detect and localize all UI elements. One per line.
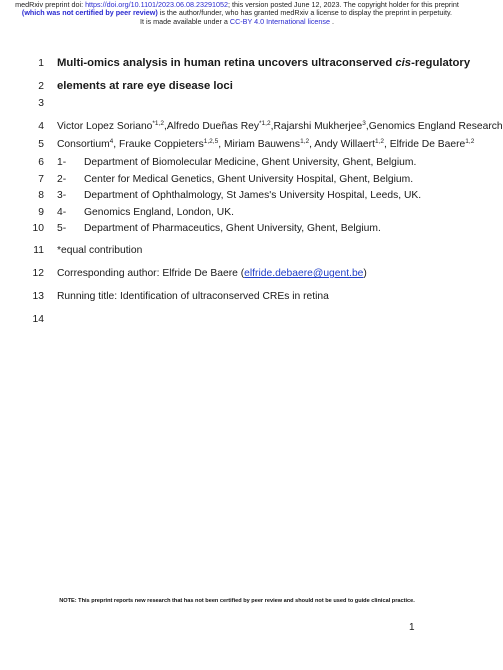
author: Rajarshi Mukherjee$^3$, <box>273 120 369 132</box>
corresponding-prefix: Corresponding author: Elfride De Baere ( <box>57 268 245 279</box>
affiliation-text: Department of Pharmaceutics, Ghent University, Ghent, Belgium. <box>84 223 381 234</box>
equal-contribution-note: *equal contribution <box>57 245 143 256</box>
title-text-end: -regulatory <box>411 57 471 69</box>
author-name: Victor Lopez Soriano <box>57 121 153 132</box>
author-affiliation-sup: 3 <box>362 120 366 127</box>
line-number: 11 <box>33 245 44 256</box>
affiliation <box>57 157 416 168</box>
author: Victor Lopez Soriano$^{*1,2}$, <box>57 120 167 132</box>
author-affiliation-sup: 1,2 <box>300 138 310 145</box>
paper-title-line-1 <box>57 57 470 69</box>
author: Consortium$^4$, <box>57 138 117 150</box>
affiliation-text: Department of Biomolecular Medicine, Ghent University, Ghent, Belgium. <box>84 157 417 168</box>
line-number: 13 <box>32 291 44 302</box>
line-number: 8 <box>38 190 44 201</box>
corresponding-author <box>57 268 367 279</box>
page-number: 1 <box>409 622 415 633</box>
running-title: Running title: Identification of ultraconserved CREs in retina <box>57 291 329 302</box>
line-number: 2 <box>38 81 44 92</box>
footer-note: NOTE: This preprint reports new research that has not been certified by peer review and should not be used to guide clinical practice. <box>59 598 415 604</box>
line-number: 10 <box>32 223 44 234</box>
author-name: Andy Willaert <box>314 139 375 150</box>
header-line-3 <box>0 18 474 26</box>
header-line-2-rest: is the author/funder, who has granted medRxiv a license to display the preprint in perpetuity. <box>157 8 453 18</box>
author: Frauke Coppieters$^{1,2,5}$, <box>119 138 222 150</box>
affiliation-text: Genomics England, London, UK. <box>84 207 234 218</box>
author: Andy Willaert$^{1,2}$, <box>314 138 387 150</box>
email-link[interactable]: elfride.debaere@ugent.be <box>244 268 364 279</box>
line-number: 6 <box>38 157 44 168</box>
peer-review-notice: (which was not certified by peer review) <box>21 8 158 18</box>
affiliation-text: Department of Ophthalmology, St James's University Hospital, Leeds, UK. <box>84 190 422 201</box>
affiliation <box>57 223 381 234</box>
line-number: 3 <box>38 98 44 109</box>
author: Genomics England Research <box>368 121 503 132</box>
line-number: 1 <box>38 58 44 69</box>
author: Alfredo Dueñas Rey$^{*1,2}$, <box>166 120 274 132</box>
author-affiliation-sup: 1,2 <box>374 138 384 145</box>
author-name: Consortium <box>57 139 110 150</box>
author-affiliation-sup: 4 <box>109 138 114 145</box>
author <box>390 139 475 150</box>
header-line-3-prefix: It is made available under a <box>139 16 230 26</box>
affiliation-number: 4- <box>57 207 67 218</box>
line-number: 7 <box>38 174 44 185</box>
author-name: Elfride De Baere <box>389 139 466 150</box>
author-affiliation-sup: *1,2 <box>259 120 271 127</box>
author-name: Miriam Bauwens <box>223 139 301 150</box>
line-number: 4 <box>38 121 44 132</box>
affiliation-number: 3- <box>57 190 67 201</box>
title-italic: cis <box>395 57 412 69</box>
header-doi-prefix: medRxiv preprint doi: <box>15 0 86 9</box>
affiliation-number: 5- <box>57 223 67 234</box>
affiliation <box>57 174 413 185</box>
header-line-1-suffix: ; this version posted June 12, 2023. The copyright holder for this preprint <box>228 0 459 9</box>
affiliation <box>57 207 234 218</box>
author-affiliation-sup: *1,2 <box>152 120 164 127</box>
author-affiliation-sup: 1,2 <box>465 138 475 145</box>
author-name: Alfredo Dueñas Rey <box>166 121 260 132</box>
author-name: Frauke Coppieters <box>119 139 204 150</box>
line-number: 12 <box>32 268 44 279</box>
author: Miriam Bauwens$^{1,2}$, <box>223 138 312 150</box>
affiliation-number: 1- <box>57 157 67 168</box>
doi-link[interactable]: https://doi.org/10.1101/2023.06.08.23291052 <box>85 0 229 9</box>
author-list-line-2 <box>57 139 474 150</box>
author-affiliation-sup: 1,2,5 <box>203 138 219 145</box>
author-name: Rajarshi Mukherjee <box>273 121 363 132</box>
line-number: 5 <box>38 139 44 150</box>
header-line-3-suffix: . <box>330 16 335 26</box>
license-link[interactable]: CC-BY 4.0 International license <box>229 16 331 26</box>
preprint-header <box>0 1 474 26</box>
title-text: Multi-omics analysis in human retina uncovers ultraconserved <box>57 57 396 69</box>
affiliation-text: Center for Medical Genetics, Ghent University Hospital, Ghent, Belgium. <box>84 174 414 185</box>
line-number: 9 <box>38 207 44 218</box>
line-number: 14 <box>32 314 44 325</box>
corresponding-suffix: ) <box>363 268 367 279</box>
author-list-line-1 <box>57 120 503 132</box>
paper-title-line-2: elements at rare eye disease loci <box>57 80 233 92</box>
affiliation-number: 2- <box>57 174 67 185</box>
affiliation <box>57 190 421 201</box>
